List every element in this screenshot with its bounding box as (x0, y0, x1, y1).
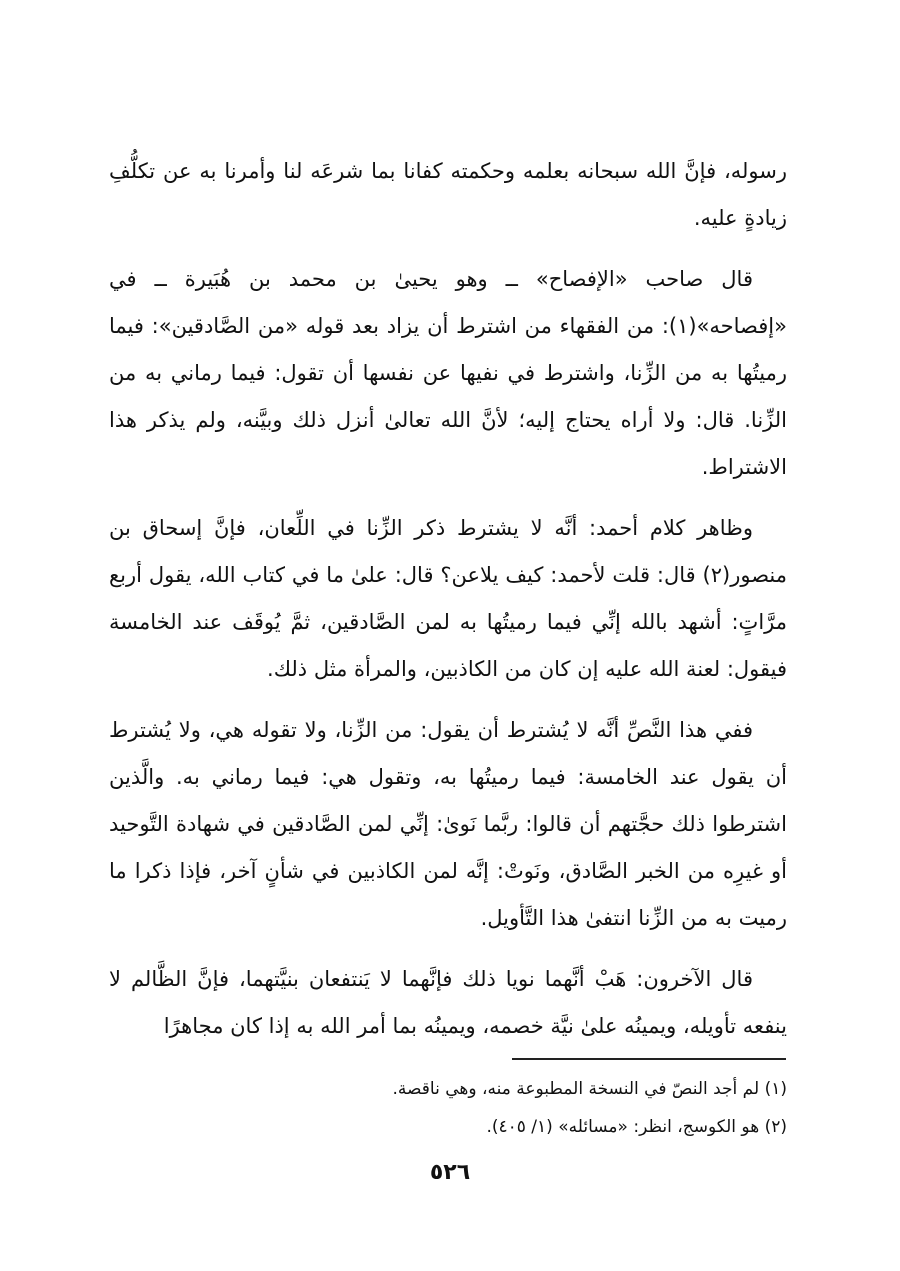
paragraph-ahmad-opinion: وظاهر كلام أحمد: أنَّه لا يشترط ذكر الزِّنا في اللِّعان، فإنَّ إسحاق بن منصور(٢) قال: قلت لأحمد: كيف يلاعن؟ قال: علىٰ ما في كتاب الله، يقول أربع مرَّاتٍ: أشهد بالله إنِّي فيما رميتُها به لمن الصَّادقين، ثمَّ يُوقَف عند الخامسة فيقول: لعنة الله عليه إن كان من الكاذبين، والمرأة مثل ذلك. (109, 516, 787, 681)
footnote-2: (٢) هو الكوسج، انظر: «مسائله» (١/ ٤٠٥). (486, 1117, 787, 1137)
paragraph-ifsah-quote: قال صاحب «الإفصاح» ــ وهو يحيىٰ بن محمد بن هُبَيرة ــ في «إفصاحه»(١): من الفقهاء من اشترط أن يزاد بعد قوله «من الصَّادقين»: فيما رميتُها به من الزِّنا، واشترط في نفيها عن نفسها أن تقول: فيما رماني به من الزِّنا. قال: ولا أراه يحتاج إليه؛ لأنَّ الله تعالىٰ أنزل ذلك وبيَّنه، ولم يذكر هذا الاشتراط. (109, 267, 787, 479)
main-text (109, 148, 787, 1064)
paragraph-others-response: قال الآخرون: هَبْ أنَّهما نويا ذلك فإنَّهما لا يَنتفعان بنيَّتهما، فإنَّ الظَّالم لا ينفعه تأويله، ويمينُه علىٰ نيَّة خصمه، ويمينُه بما أمر الله به إذا كان مجاهرًا (109, 967, 787, 1038)
paragraph-text-analysis: ففي هذا النَّصِّ أنَّه لا يُشترط أن يقول: من الزِّنا، ولا تقوله هي، ولا يُشترط أن يقول عند الخامسة: فيما رميتُها به، وتقول هي: فيما رماني به. والَّذين اشترطوا ذلك حجَّتهم أن قالوا: ربَّما نَوىٰ: إنِّي لمن الصَّادقين في شهادة التَّوحيد أو غيرِه من الخبر الصَّادق، ونَوتْ: إنَّه لمن الكاذبين في شأنٍ آخر، فإذا ذكرا ما رميت به من الزِّنا انتفىٰ هذا التَّأويل. (109, 718, 787, 930)
page-number: ٥٢٦ (429, 1160, 471, 1185)
paragraph-continuation: رسوله، فإنَّ الله سبحانه بعلمه وحكمته كفانا بما شرعَه لنا وأمرنا به عن تكلُّفِ زيادةٍ عليه. (109, 159, 787, 230)
footnotes (109, 1070, 787, 1146)
footnote-separator (512, 1058, 786, 1060)
footnote-1: (١) لم أجد النصّ في النسخة المطبوعة منه، وهي ناقصة. (392, 1079, 787, 1099)
